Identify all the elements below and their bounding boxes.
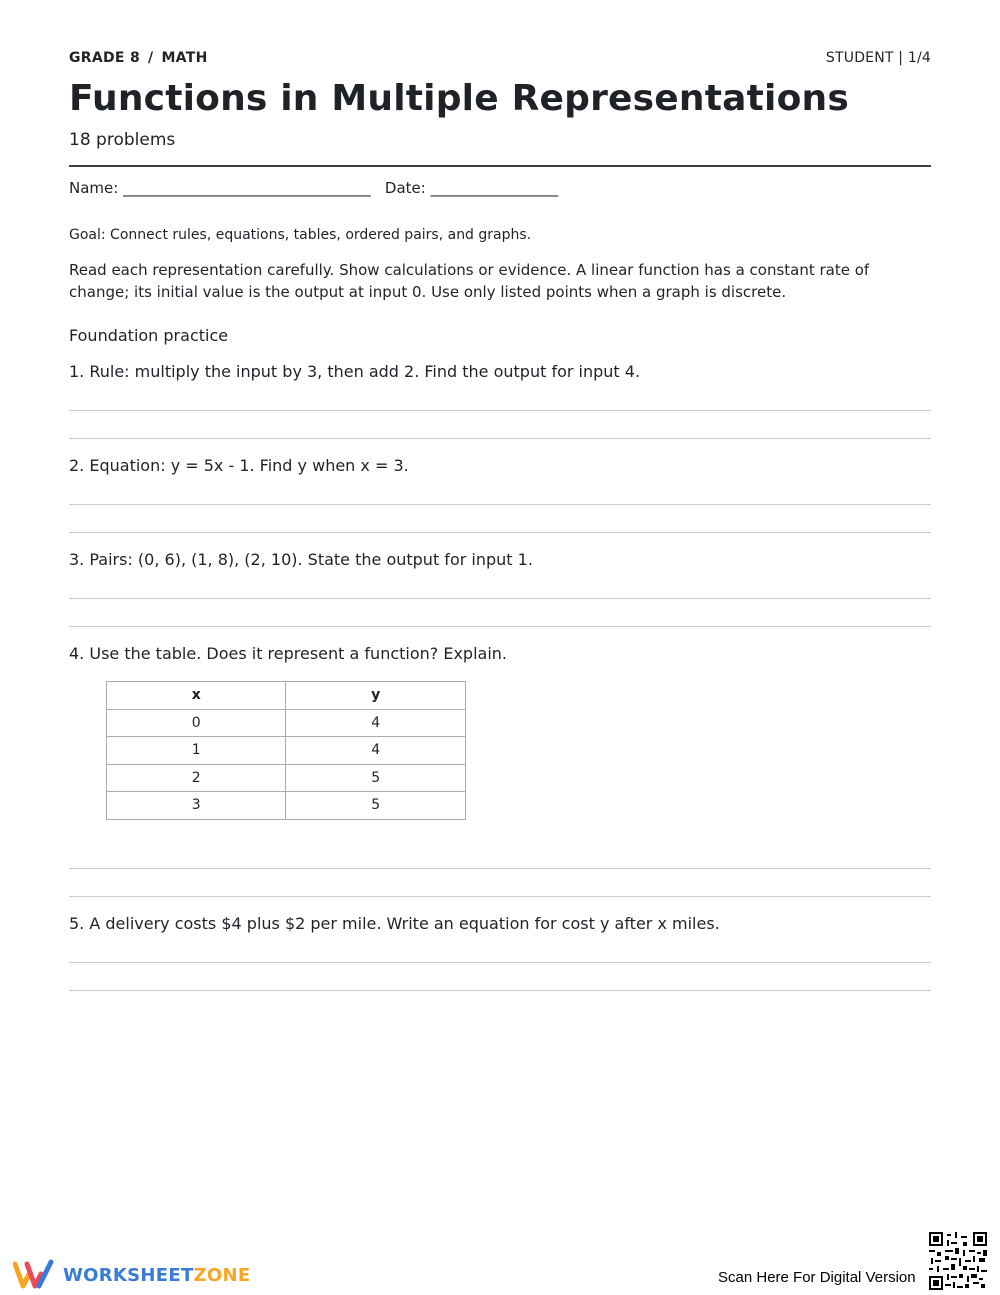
question-3: 3. Pairs: (0, 6), (1, 8), (2, 10). State the output for input 1.: [69, 550, 533, 569]
table-row: [107, 709, 466, 737]
problem-count: 18 problems: [69, 130, 176, 150]
column-header-y: y: [286, 682, 466, 710]
breadcrumb: [69, 50, 208, 66]
instructions-text: Read each representation carefully. Show calculations or evidence. A linear function has a constant rate of change; its initial value is the output at input 0. Use only listed points when a graph is discrete.: [69, 261, 870, 301]
answer-line[interactable]: [69, 504, 931, 505]
table-cell: 0: [107, 709, 286, 737]
table-cell: 5: [286, 764, 466, 792]
column-header-x: x: [107, 682, 286, 710]
table-cell: 4: [286, 709, 466, 737]
answer-line[interactable]: [69, 410, 931, 411]
table-cell: 5: [286, 792, 466, 820]
answer-line[interactable]: [69, 990, 931, 991]
table-row: [107, 792, 466, 820]
name-field[interactable]: _________________________________: [123, 179, 371, 197]
date-field[interactable]: _________________: [430, 179, 559, 197]
worksheetzone-logo[interactable]: [13, 1258, 263, 1292]
answer-line[interactable]: [69, 868, 931, 869]
question-2: 2. Equation: y = 5x - 1. Find y when x = 3.: [69, 456, 409, 475]
question-4: 4. Use the table. Does it represent a function? Explain.: [69, 644, 508, 663]
name-label: Name:: [69, 179, 119, 197]
goal-text: Goal: Connect rules, equations, tables, ordered pairs, and graphs.: [69, 227, 532, 243]
header-bar: [69, 50, 931, 68]
table-row: [107, 764, 466, 792]
table-row: [107, 737, 466, 765]
table-header-row: [107, 682, 466, 710]
answer-line[interactable]: [69, 962, 931, 963]
logo-text-zone: ZONE: [193, 1265, 251, 1286]
qr-code-icon[interactable]: [929, 1232, 987, 1290]
answer-line[interactable]: [69, 532, 931, 533]
logo-wordmark: [63, 1265, 251, 1286]
answer-line[interactable]: [69, 626, 931, 627]
student-info-row: [69, 179, 558, 197]
section-title: Foundation practice: [69, 326, 229, 345]
table-cell: 3: [107, 792, 286, 820]
breadcrumb-separator: /: [148, 50, 154, 66]
answer-line[interactable]: [69, 896, 931, 897]
grade-label: GRADE 8: [69, 50, 141, 66]
table-cell: 2: [107, 764, 286, 792]
logo-mark-icon: [13, 1258, 57, 1292]
logo-text-worksheet: WORKSHEET: [63, 1265, 194, 1286]
page-title: Functions in Multiple Representations: [69, 78, 849, 119]
function-table: [106, 681, 466, 820]
subject-label: MATH: [161, 50, 208, 66]
table-cell: 4: [286, 737, 466, 765]
title-divider: [69, 165, 931, 167]
answer-line[interactable]: [69, 438, 931, 439]
table-cell: 1: [107, 737, 286, 765]
date-label: Date:: [384, 179, 426, 197]
question-1: 1. Rule: multiply the input by 3, then add 2. Find the output for input 4.: [69, 362, 641, 381]
answer-line[interactable]: [69, 598, 931, 599]
question-5: 5. A delivery costs $4 plus $2 per mile. Write an equation for cost y after x miles.: [69, 914, 720, 933]
page-info: STUDENT | 1/4: [825, 50, 931, 66]
scan-caption: Scan Here For Digital Version: [718, 1269, 916, 1286]
